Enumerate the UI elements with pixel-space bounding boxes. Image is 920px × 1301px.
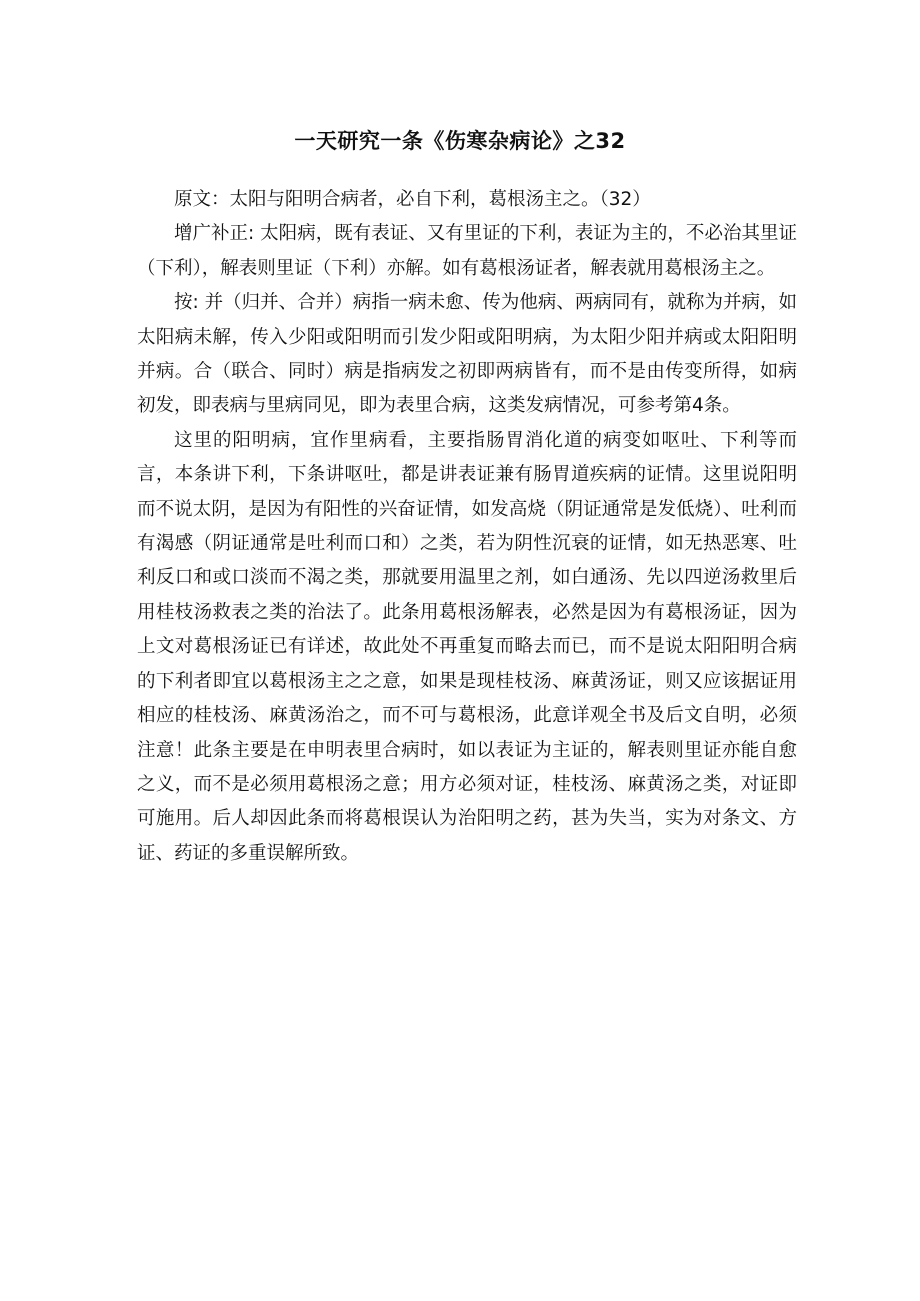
paragraph-note: 按: 并（归并、合并）病指一病未愈、传为他病、两病同有，就称为并病，如太阳病未解，传入少阳或阳明而引发少阳或阳明病，为太阳少阳并病或太阳阳明并病。合（联合、同时）病是指病发之初即两病皆有，而不是由传变所得，如病初发，即表病与里病同见，即为表里合病，这类发病情况，可参考第4条。 xyxy=(137,292,797,417)
page-title: 一天研究一条《伤寒杂病论》之32 xyxy=(294,129,626,153)
paragraph-commentary: 这里的阳明病，宜作里病看，主要指肠胃消化道的病变如呕吐、下利等而言，本条讲下利，下条讲呕吐，都是讲表证兼有肠胃道疾病的证情。这里说阳明而不说太阴，是因为有阳性的兴奋证情，如发高烧（阴证通常是发低烧）、吐利而有渴感（阴证通常是吐利而口和）之类，若为阴性沉衰的证情，如无热恶寒、吐利反口和或口淡而不渴之类，那就要用温里之剂，如白通汤、先以四逆汤救里后用桂枝汤救表之类的治法了。此条用葛根汤解表，必然是因为有葛根汤证，因为上文对葛根汤证已有详述，故此处不再重复而略去而已，而不是说太阳阳明合病的下利者即宜以葛根汤主之之意，如果是现桂枝汤、麻黄汤证，则又应该据证用相应的桂枝汤、麻黄汤治之，而不可与葛根汤，此意详观全书及后文自明，必须注意！此条主要是在申明表里合病时，如以表证为主证的，解表则里证亦能自愈之义，而不是必须用葛根汤之意；用方必须对证，桂枝汤、麻黄汤之类，对证即可施用。后人却因此条而将葛根误认为治阳明之药，甚为失当，实为对条文、方证、药证的多重误解所致。 xyxy=(137,429,797,864)
paragraph-original-text: 原文：太阳与阳明合病者，必自下利，葛根汤主之。（32） xyxy=(174,189,651,210)
article-body xyxy=(137,183,797,871)
paragraph-supplement: 增广补正: 太阳病，既有表证、又有里证的下利，表证为主的，不必治其里证（下利），解表则里证（下利）亦解。如有葛根汤证者，解表就用葛根汤主之。 xyxy=(137,223,797,279)
